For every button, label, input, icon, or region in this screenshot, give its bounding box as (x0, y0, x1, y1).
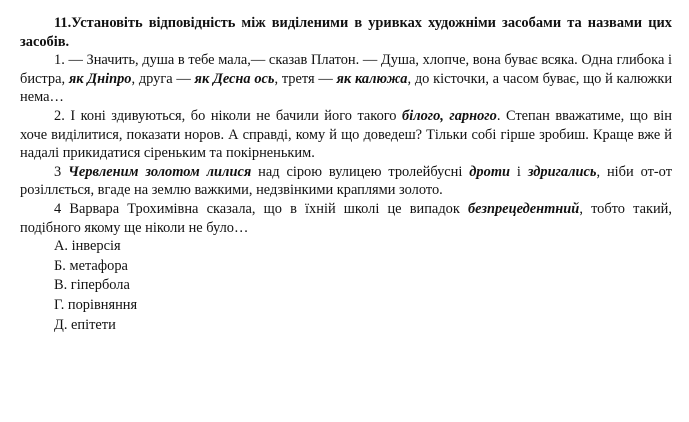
excerpt-text: 3 (54, 163, 69, 180)
excerpt-text: над сірою вулицею тролейбусні (251, 163, 470, 180)
answer-option: Г. порівняння (54, 296, 138, 313)
excerpts (20, 51, 672, 237)
excerpt-text: , ніби от-от розіллється, вгаде на землю важкими, недзвінкими краплями золото. (20, 163, 672, 199)
excerpt-paragraph (20, 51, 672, 107)
answer-option: А. інверсія (54, 238, 121, 255)
excerpt-text: 4 Варвара Трохимівна сказала, що в їхній школі це випадок (54, 200, 468, 217)
highlighted-phrase: дроти (469, 163, 511, 180)
highlighted-phrase: як калюжа (336, 70, 408, 87)
excerpt-text: , до кісточки, а часом буває, що й калюжки нема… (20, 70, 673, 106)
highlighted-phrase: як Десна ось (194, 70, 275, 87)
highlighted-phrase: Червленим золотом лилися (68, 163, 252, 180)
answer-option: Д. епітети (54, 316, 116, 333)
answer-option: Б. метафора (54, 257, 128, 274)
excerpt-text: 2. І коні здивуються, бо ніколи не бачили його такого (54, 107, 403, 124)
document (20, 14, 672, 335)
excerpt-text: і (510, 163, 528, 180)
highlighted-phrase: безпрецедентний (467, 200, 580, 217)
excerpt-text: , третя — (274, 70, 337, 87)
highlighted-phrase: як Дніпро (68, 70, 132, 87)
highlighted-phrase: здригались (527, 163, 597, 180)
excerpt-paragraph (20, 107, 672, 163)
excerpt-text: , тобто такий, подібного якому ще ніколи не було… (20, 200, 672, 236)
excerpt-paragraph (20, 163, 672, 200)
task-title: 11.Установіть відповідність між виділеними в уривках художніми засобами та назвами цих засобів. (20, 15, 672, 50)
excerpt-text: , друга — (131, 70, 195, 87)
answer-options (20, 237, 672, 335)
answer-option: В. гіпербола (54, 277, 130, 294)
excerpt-paragraph (20, 200, 672, 237)
excerpt-text: 1. — Значить, душа в тебе мала,— сказав Платон. — Душа, хлопче, вона буває всяка. Одна глибока і бистра, (20, 52, 672, 87)
highlighted-phrase: білого, гарного (402, 107, 497, 124)
excerpt-text: . Степан вважатиме, що він хоче виділитися, показати норов. А справді, кому й що доведеш? Тільки собі гірше зробиш. Краще вже й надалі прикидатися сіреньким та покірненьким. (20, 107, 672, 162)
